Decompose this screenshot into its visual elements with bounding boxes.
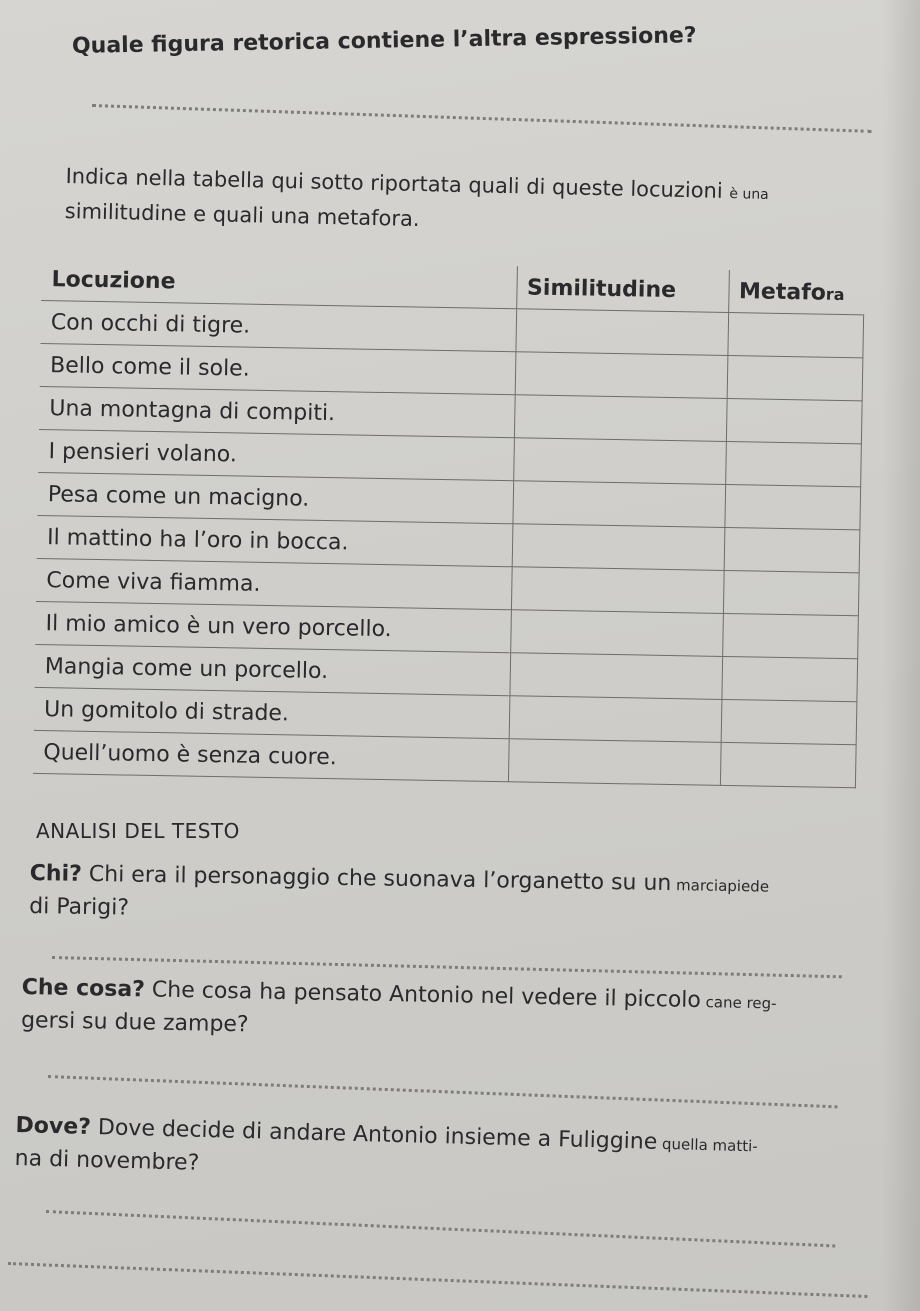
similitudine-answer-cell[interactable] bbox=[508, 739, 721, 786]
metafora-answer-cell[interactable] bbox=[724, 527, 860, 572]
locuzione-cell: Quell’uomo è senza cuore. bbox=[33, 730, 509, 781]
answer-dotted-line bbox=[92, 104, 872, 133]
locuzioni-table bbox=[33, 258, 864, 788]
question-chi-line2: di Parigi? bbox=[29, 893, 130, 921]
similitudine-answer-cell[interactable] bbox=[509, 696, 722, 743]
similitudine-answer-cell[interactable] bbox=[511, 567, 724, 614]
question-che-cosa-tail: cane reg- bbox=[700, 993, 777, 1013]
question-che-cosa-text: Che cosa ha pensato Antonio nel vedere il piccolo bbox=[144, 977, 702, 1014]
question-dove-label: Dove? bbox=[15, 1112, 92, 1140]
locuzione-cell: I pensieri volano. bbox=[38, 429, 514, 480]
question-che-cosa-label: Che cosa? bbox=[21, 974, 146, 1003]
similitudine-answer-cell[interactable] bbox=[512, 481, 725, 528]
question-che-cosa-line2: gersi su due zampe? bbox=[20, 1007, 249, 1038]
header-similitudine: Similitudine bbox=[516, 266, 729, 312]
metafora-answer-cell[interactable] bbox=[721, 699, 857, 744]
locuzione-cell: Il mattino ha l’oro in bocca. bbox=[37, 515, 513, 566]
question-title: Quale figura retorica contiene l’altra espressione? bbox=[71, 23, 697, 59]
similitudine-answer-cell[interactable] bbox=[513, 438, 726, 485]
header-metafora bbox=[728, 270, 864, 315]
instruction-tail: è una bbox=[729, 186, 769, 203]
metafora-answer-cell[interactable] bbox=[721, 656, 857, 701]
analisi-section-title: ANALISI DEL TESTO bbox=[36, 819, 240, 843]
metafora-answer-cell[interactable] bbox=[726, 398, 862, 443]
similitudine-answer-cell[interactable] bbox=[515, 352, 728, 399]
metafora-answer-cell[interactable] bbox=[720, 742, 856, 787]
question-chi-text: Chi era il personaggio che suonava l’organetto su un bbox=[81, 861, 672, 897]
metafora-answer-cell[interactable] bbox=[727, 355, 863, 400]
question-chi bbox=[29, 858, 880, 936]
similitudine-answer-cell[interactable] bbox=[510, 610, 723, 657]
answer-dotted-line[interactable] bbox=[8, 1262, 867, 1298]
answer-dotted-line[interactable] bbox=[46, 1210, 835, 1247]
page-spine-shadow bbox=[882, 0, 920, 1311]
similitudine-answer-cell[interactable] bbox=[514, 395, 727, 442]
similitudine-answer-cell[interactable] bbox=[512, 524, 725, 571]
question-chi-label: Chi? bbox=[29, 860, 83, 887]
locuzioni-table-wrapper bbox=[33, 258, 864, 788]
answer-dotted-line[interactable] bbox=[48, 1075, 838, 1108]
metafora-answer-cell[interactable] bbox=[725, 441, 861, 486]
instruction-text: Indica nella tabella qui sotto riportata quali di queste locuzioni bbox=[65, 163, 724, 203]
locuzione-cell: Il mio amico è un vero porcello. bbox=[35, 601, 511, 652]
metafora-answer-cell[interactable] bbox=[727, 312, 863, 357]
header-metafora-end: ra bbox=[825, 284, 845, 304]
metafora-answer-cell[interactable] bbox=[723, 570, 859, 615]
question-dove bbox=[14, 1110, 865, 1197]
similitudine-answer-cell[interactable] bbox=[509, 653, 722, 700]
question-dove-tail: quella matti- bbox=[657, 1134, 758, 1156]
locuzione-cell: Bello come il sole. bbox=[40, 343, 516, 394]
metafora-answer-cell[interactable] bbox=[724, 484, 860, 529]
header-metafora-main: Metafo bbox=[738, 278, 827, 306]
instruction-line2: similitudine e quali una metafora. bbox=[64, 198, 420, 232]
locuzione-cell: Una montagna di compiti. bbox=[39, 386, 515, 437]
locuzione-cell: Pesa come un macigno. bbox=[38, 472, 514, 523]
question-dove-line2: na di novembre? bbox=[14, 1145, 200, 1176]
metafora-answer-cell[interactable] bbox=[722, 613, 858, 658]
header-locuzione: Locuzione bbox=[41, 258, 517, 309]
locuzione-cell: Mangia come un porcello. bbox=[35, 644, 511, 695]
question-dove-text: Dove decide di andare Antonio insieme a Fuliggine bbox=[90, 1114, 658, 1155]
similitudine-answer-cell[interactable] bbox=[515, 309, 728, 356]
question-che-cosa bbox=[21, 972, 872, 1053]
locuzione-cell: Come viva fiamma. bbox=[36, 558, 512, 609]
locuzione-cell: Un gomitolo di strade. bbox=[34, 687, 510, 738]
question-chi-tail: marciapiede bbox=[671, 876, 770, 896]
table-instruction bbox=[64, 160, 885, 246]
locuzione-cell: Con occhi di tigre. bbox=[41, 300, 517, 351]
